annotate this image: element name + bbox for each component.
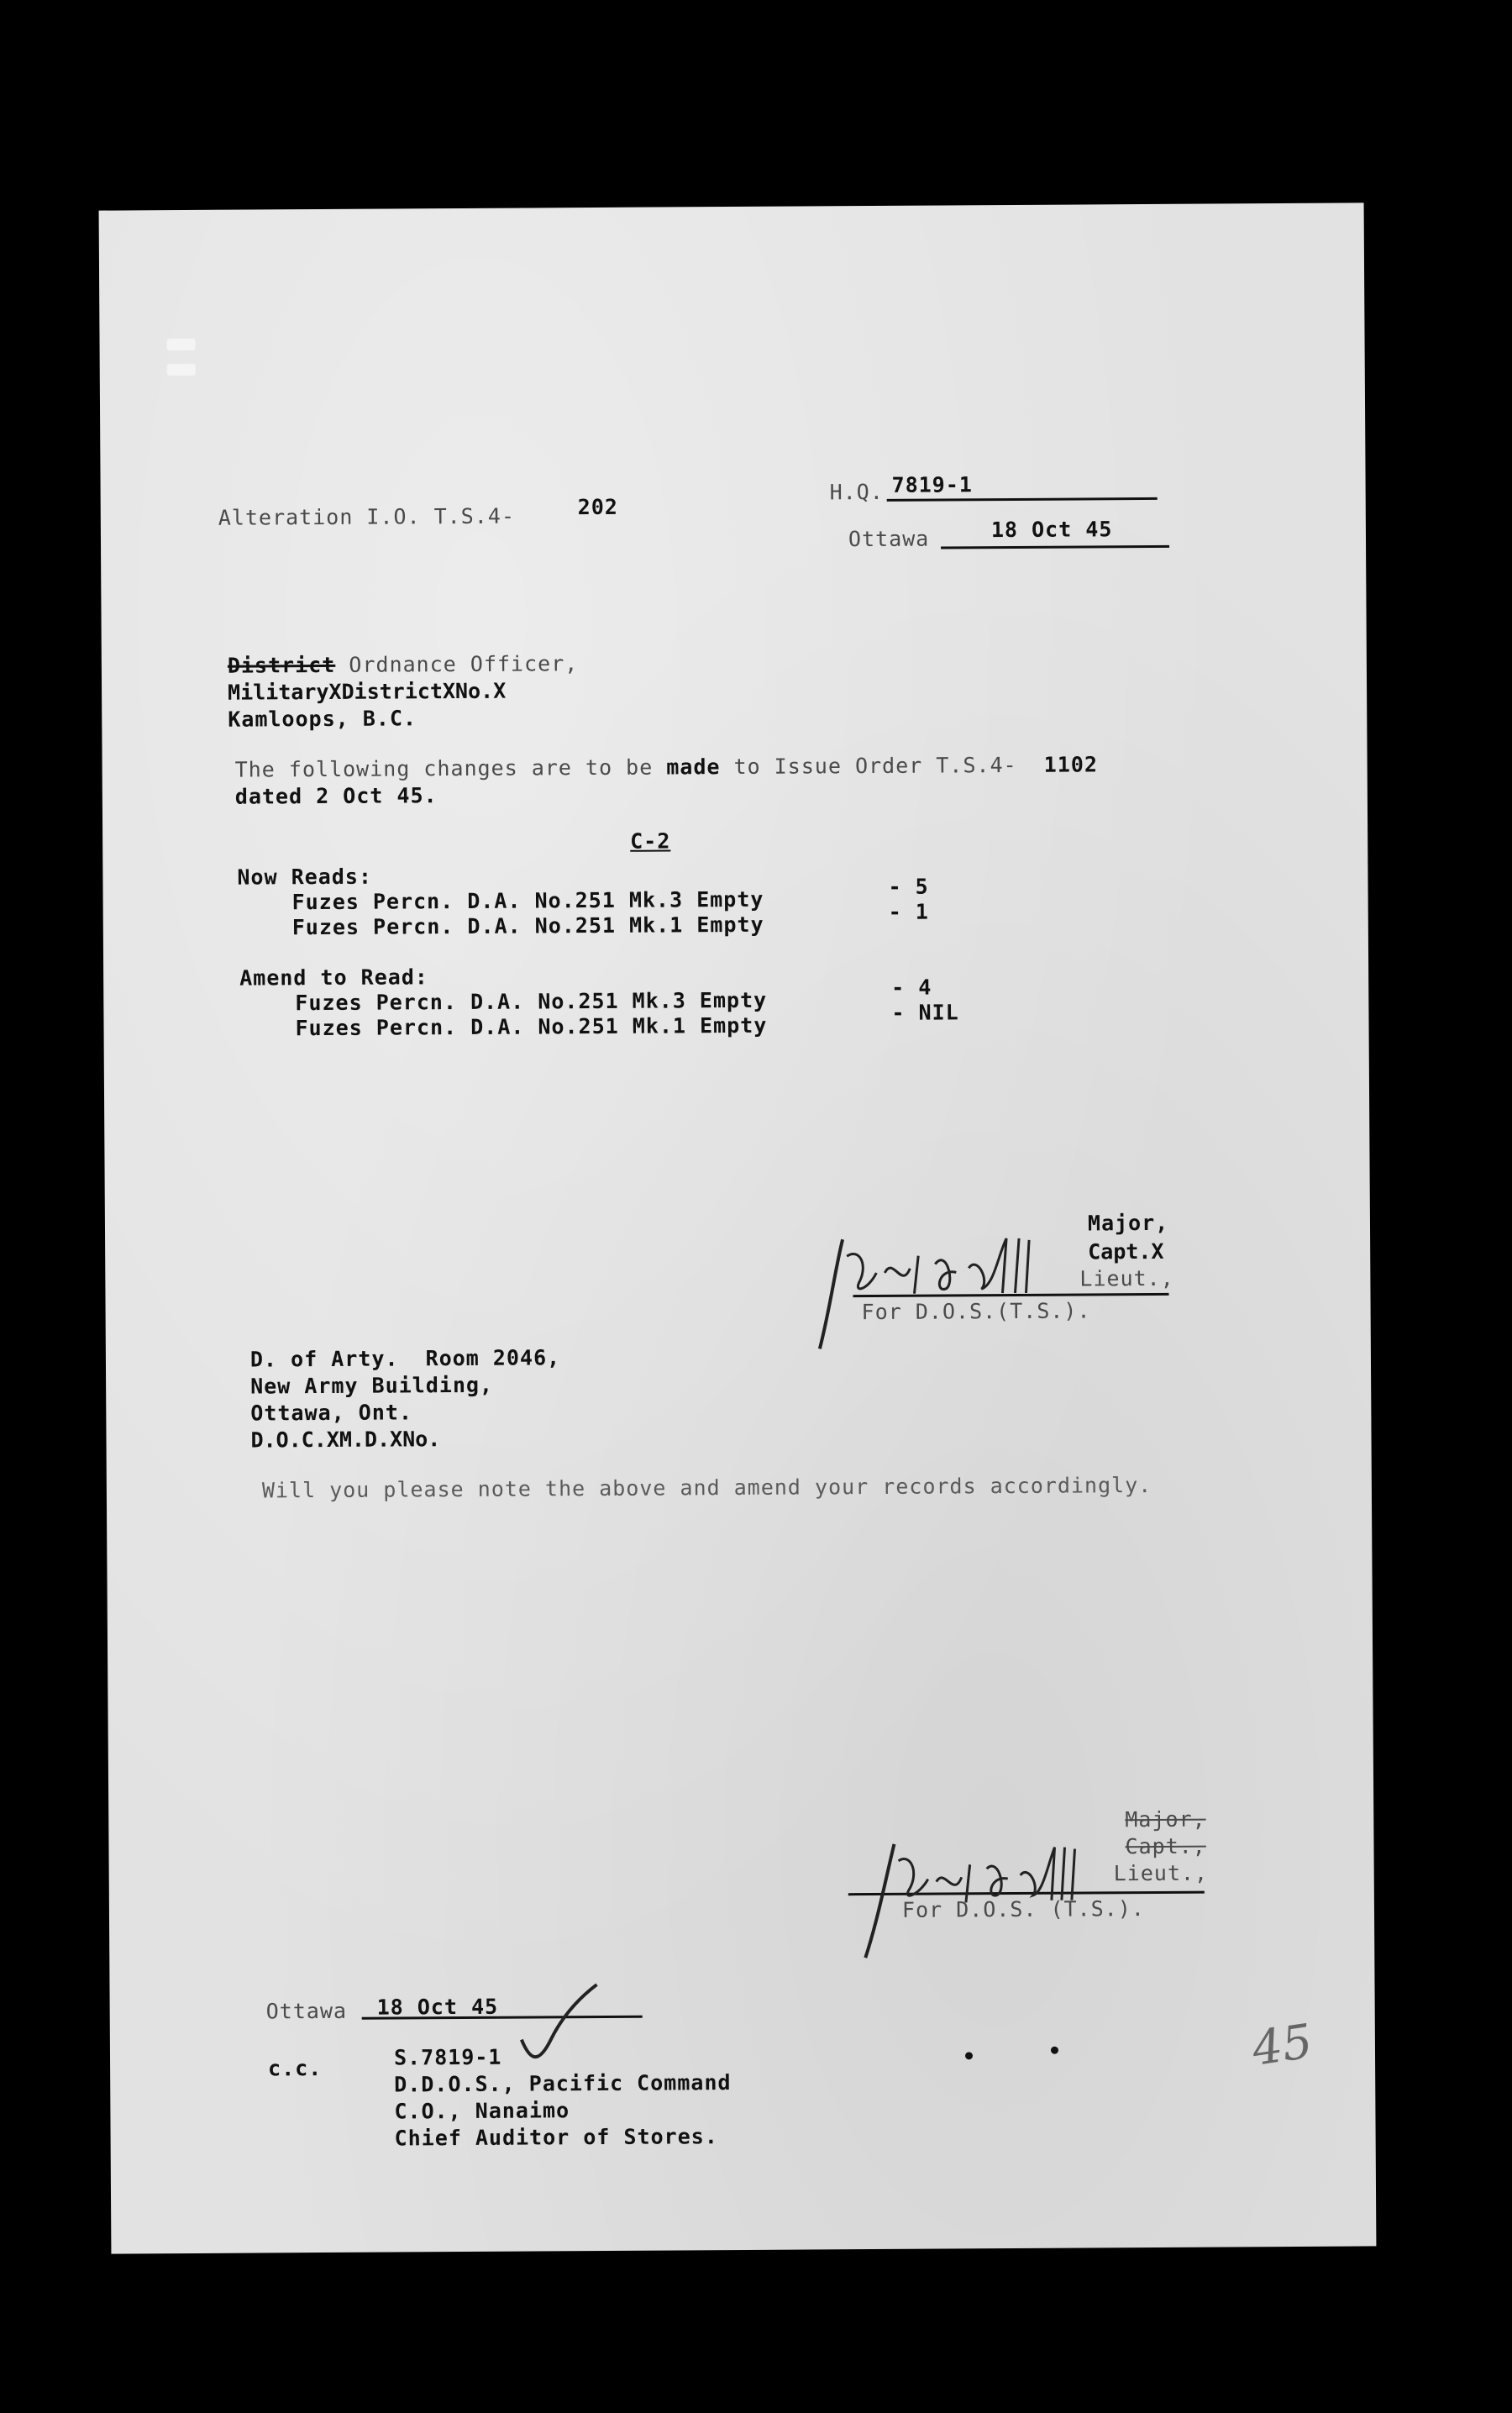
sig1-rank-major: Major, — [1087, 1210, 1169, 1236]
recipient2-line-4-struck: D.O.C.XM.D.XNo. — [250, 1427, 441, 1453]
now-reads-label: Now Reads: — [237, 864, 373, 890]
recipient2-line-3: Ottawa, Ont. — [250, 1400, 413, 1426]
hq-number: 7819-1 — [891, 472, 973, 497]
cc-item-3: C.O., Nanaimo — [394, 2098, 570, 2124]
date-underline — [941, 545, 1169, 549]
paper-sheet — [99, 202, 1377, 2253]
cc-item-1: S.7819-1 — [393, 2044, 502, 2070]
now-reads-item-2-desc: Fuzes Percn. D.A. No.251 Mk.1 Empty — [291, 912, 764, 940]
now-reads-item-1-qty: - 5 — [888, 874, 929, 899]
amend-item-2-desc: Fuzes Percn. D.A. No.251 Mk.1 Empty — [295, 1012, 768, 1041]
ottawa-label: Ottawa — [848, 526, 930, 552]
sig2-rank-capt: Capt., — [1125, 1833, 1206, 1859]
signature-2 — [848, 1834, 1134, 1962]
signature-1 — [809, 1221, 1112, 1357]
hq-underline — [887, 497, 1158, 502]
header-date: 18 Oct 45 — [990, 517, 1113, 543]
margin-note: 45 — [1248, 2014, 1316, 2077]
sig2-rank-major: Major, — [1125, 1806, 1206, 1832]
alteration-label: Alteration I.O. T.S.4- — [218, 503, 516, 530]
sig1-for-line: For D.O.S.(T.S.). — [861, 1298, 1091, 1325]
now-reads-item-1-desc: Fuzes Percn. D.A. No.251 Mk.3 Empty — [291, 886, 764, 915]
recipient2-line-1: D. of Arty. Room 2046, — [249, 1345, 561, 1372]
amend-item-1-qty: - 4 — [891, 975, 932, 1000]
cc-label: c.c. — [268, 2056, 323, 2081]
amend-item-1-desc: Fuzes Percn. D.A. No.251 Mk.3 Empty — [295, 987, 768, 1016]
margin-mark — [167, 339, 196, 350]
check-mark — [512, 1980, 606, 2074]
cc-item-4: Chief Auditor of Stores. — [394, 2124, 718, 2151]
sig2-for-line: For D.O.S. (T.S.). — [901, 1896, 1145, 1922]
request-text: Will you please note the above and amend your records accordingly. — [261, 1472, 1152, 1503]
cc-item-2: D.D.O.S., Pacific Command — [394, 2070, 732, 2097]
addressee-line-2-struck: MilitaryXDistrictXNo.X — [228, 678, 507, 705]
addressee-line-1: District Ordnance Officer, — [227, 651, 579, 678]
sig1-rank-lieut: Lieut., — [1079, 1265, 1174, 1291]
section-heading: C-2 — [630, 828, 671, 854]
alteration-number: 202 — [577, 494, 618, 520]
ink-dot — [965, 2052, 973, 2059]
amend-item-2-qty: - NIL — [891, 1000, 959, 1025]
now-reads-item-2-qty: - 1 — [888, 899, 929, 924]
footer-date: 18 Oct 45 — [376, 1994, 499, 2020]
sig1-rank-capt: Capt.X — [1088, 1238, 1164, 1264]
intro-line-1: The following changes are to be made to Issue Order T.S.4- 1102 — [234, 752, 1099, 782]
margin-mark — [167, 364, 196, 376]
ink-dot — [1051, 2047, 1058, 2054]
amend-label: Amend to Read: — [239, 965, 428, 991]
intro-line-2: dated 2 Oct 45. — [234, 783, 438, 809]
sig2-rank-lieut: Lieut., — [1113, 1860, 1209, 1886]
recipient2-line-2: New Army Building, — [250, 1372, 494, 1399]
addressee-line-3: Kamloops, B.C. — [228, 706, 417, 732]
hq-label: H.Q. — [829, 479, 884, 505]
footer-ottawa-label: Ottawa — [265, 1998, 348, 2024]
